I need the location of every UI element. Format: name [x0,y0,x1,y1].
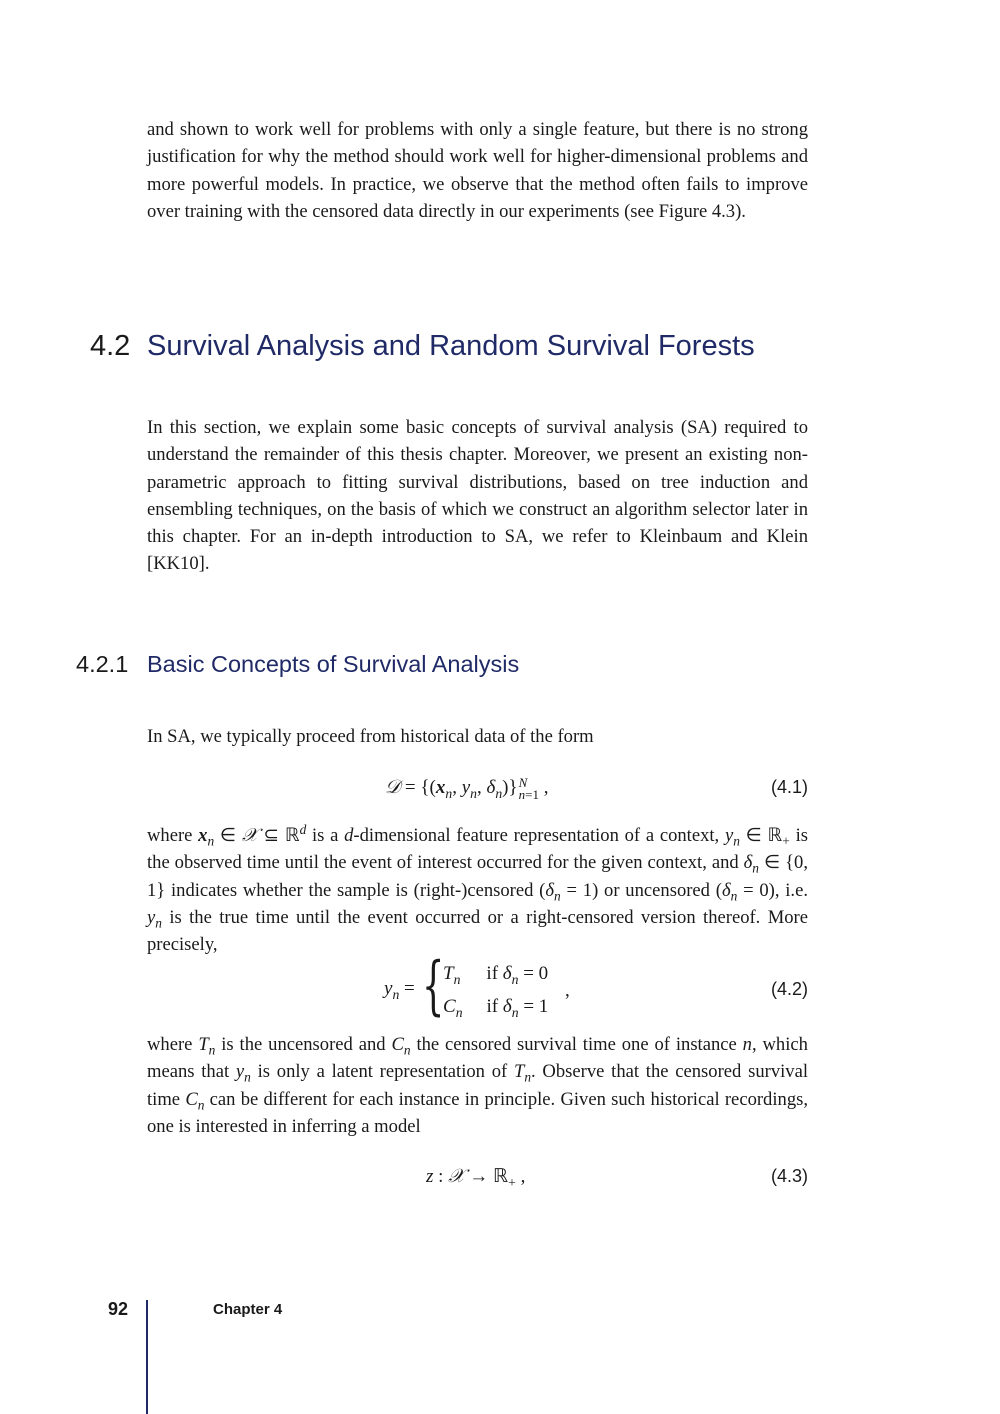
paragraph-after-eq-4-2: where $T_n$ is the uncensored and $C_n$ the censored survival time one of instance n, which means that $y_n$ is only a latent representation of $T_n$. Observe that the censored survival time $C_n$ can be different for each instance in principle. Given such historical recordings, one is interested in inferring a model [147,1034,808,1137]
equation-4-2-case-2: $C_n$ if $\delta_n = 1$ [443,996,549,1020]
subsection-number: 4.2.1 [76,651,129,677]
equation-4-2-comma: , [565,980,570,1001]
footer-chapter: Chapter 4 [213,1301,283,1318]
section-number: 4.2 [90,330,131,362]
section-paragraph: In this section, we explain some basic concepts of survival analysis (SA) required to understand the remainder of this thesis chapter. Moreover, we present an existing non-parametric approach to fitting survival distributions, based on tree induction and ensembling techniques, on the basis of which we construct an algorithm selector later in this chapter. For an in-depth introduction to SA, we refer to Kleinbaum and Klein [KK10]. [147,417,808,575]
equation-4-2-lhs: $y_n$ = [384,978,415,1002]
subsection-lead: In SA, we typically proceed from historical data of the form [147,726,594,747]
section-title: Survival Analysis and Random Survival Forests [147,330,755,362]
equation-4-2-case-1: $T_n$ if $\delta_n = 0$ [443,963,549,987]
equation-4-1-label: (4.1) [770,777,808,797]
equation-4-3-label: (4.3) [770,1166,808,1186]
equation-4-3: z : 𝒳 → ℝ$_+$ , [426,1165,526,1190]
footer-rule [146,1300,148,1414]
equation-4-2-brace: { [422,949,445,1023]
subsection-title: Basic Concepts of Survival Analysis [147,651,520,677]
page-number: 92 [108,1299,129,1319]
paragraph-after-eq-4-1: where $x_n$ ∈ 𝒳 ⊆ ℝ$^d$ is a d-dimensional feature representation of a context, $y_n$ ∈ ℝ$_+$ is the observed time until the event of interest occurred for the given context, and $\delta_n$ ∈ {0, 1} indicates whether the sample is (right-)censored $(\delta_n = 1)$ or uncensored $(\delta_n = 0)$, i.e. $y_n$ is the true time until the event occurred or a right-censored version thereof. More precisely, [147,821,808,956]
equation-4-2-label: (4.2) [770,979,808,999]
equation-4-1: 𝒟 = {($x_n$, $y_n$, $\delta_n$)} N n=1 , [385,774,549,802]
intro-paragraph: and shown to work well for problems with only a single feature, but there is no strong justification for why the method should work well for higher-dimensional problems and more powerful models. In practice, we observe that the method often fails to improve over training with the censored data directly in our experiments (see Figure 4.3). [147,119,808,222]
